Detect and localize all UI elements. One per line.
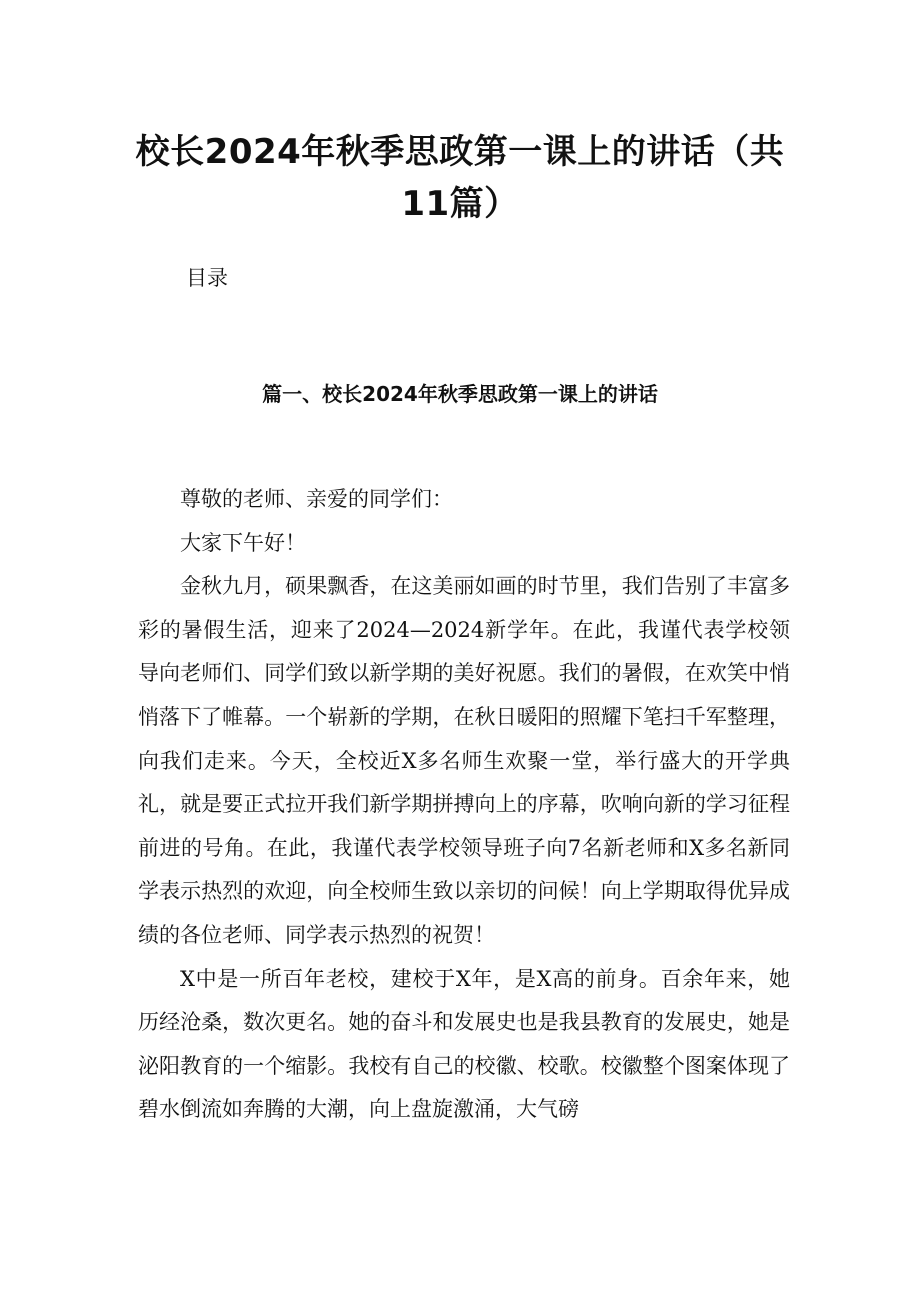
document-title [110,126,810,230]
table-of-contents-label: 目录 [186,266,228,290]
body-text [138,478,790,1132]
body-paragraph: X中是一所百年老校，建校于X年，是X高的前身。百余年来，她历经沧桑，数次更名。她的奋斗和发展史也是我县教育的发展史，她是泌阳教育的一个缩影。我校有自己的校徽、校歌。校徽整个图案体现了碧水倒流如奔腾的大潮，向上盘旋激涌，大气磅 [138,966,790,1122]
document-title-line-2: 11篇） [401,184,519,224]
section-heading: 篇一、校长2024年秋季思政第一课上的讲话 [262,382,658,406]
document-title-line-1: 校长2024年秋季思政第一课上的讲话（共 [135,132,785,172]
greeting-paragraph: 大家下午好！ [180,530,306,555]
salutation-paragraph: 尊敬的老师、亲爱的同学们： [180,487,453,511]
body-paragraph: 金秋九月，硕果飘香，在这美丽如画的时节里，我们告别了丰富多彩的暑假生活，迎来了2024—2024新学年。在此，我谨代表学校领导向老师们、同学们致以新学期的美好祝愿。我们的暑假，在欢笑中悄悄落下了帷幕。一个崭新的学期，在秋日暖阳的照耀下笔扫千军整理，向我们走来。今天，全校近X多名师生欢聚一堂，举行盛大的开学典礼，就是要正式拉开我们新学期拼搏向上的序幕，吹响向新的学习征程前进的号角。在此，我谨代表学校领导班子向7名新老师和X多名新同学表示热烈的欢迎，向全校师生致以亲切的问候！向上学期取得优异成绩的各位老师、同学表示热烈的祝贺！ [138,574,790,947]
